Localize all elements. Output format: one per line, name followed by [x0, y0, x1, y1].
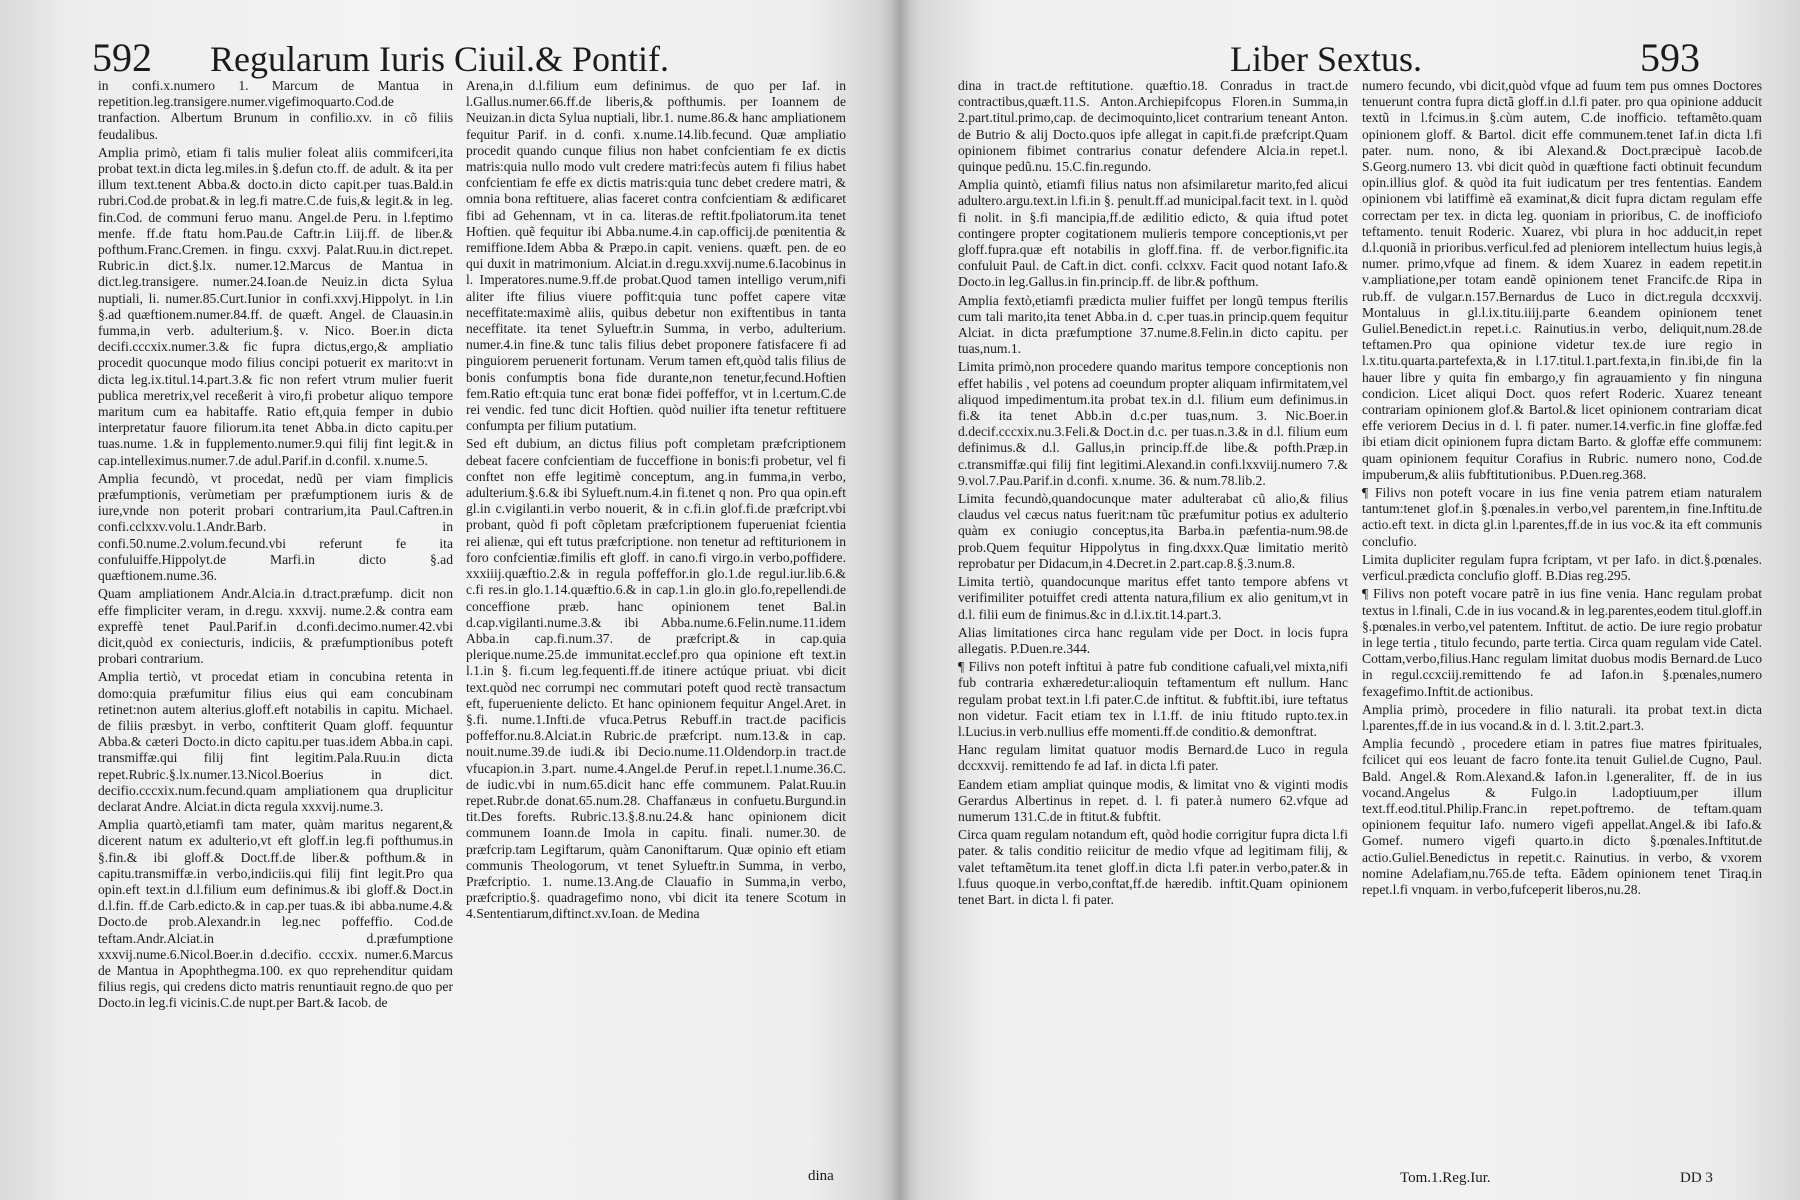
paragraph: Alias limitationes circa hanc regulam vide per Doct. in locis fupra allegatis. P.Duen.re.344. — [958, 624, 1348, 656]
left-catchword: dina — [808, 1168, 834, 1184]
paragraph: Circa quam regulam notandum eft, quòd hodie corrigitur fupra dicta l.fi pater. & talis conditio reiicitur de medio vfque ad legitimam filij, & valet teftamẽtum.ita tenet gloff.in dicta l.fi pater.in verbo,pater.& in l.fuus quoque.in verbo,conftat,ff.de hæredib. inftit.Quam opinionem tenet Bart. in dicta l. fi pater. — [958, 827, 1348, 907]
paragraph: Amplia tertiò, vt procedat etiam in concubina retenta in domo:quia præfumitur filius eius qui eam concubinam retinet:non autem alterius.gloff.eft notabilis in capitu. Michael. de filiis præsbyt. in verbo, conftiterit Quam gloff. fequuntur Abba.& cæteri Docto.in dicto capitu.per tuas.idem Abba.in capi. transmiffæ.qui filij fint legitim.Pala.Ruu.in dicta repet.Rubric.§.lx.numer.13.Nicol.Boerius in dict. decifio.cccxix.num.fecund.quam ampliationem qua druplicitur declarat Andre. Alciat.in dicta regula xxxvij.nume.3. — [98, 669, 453, 814]
left-page-number: 592 — [92, 35, 152, 80]
left-column-b — [466, 78, 846, 1158]
paragraph: Amplia fextò,etiamfi prædicta mulier fuiffet per longũ tempus fterilis cum tali marito,ita tenet Abba.in d. c.per tuas.in princip.quem fequitur Alciat. in dicta præfumptione 37.nume.8.Felin.in dicto capitu. per tuas,num.1. — [958, 292, 1348, 357]
right-footer-signature: Tom.1.Reg.Iur. — [1400, 1170, 1491, 1186]
paragraph: ¶ Filivs non poteft vocare in ius fine venia patrem etiam naturalem tantum:tenet glof.in §.pœnales.in verbo,vel parentem,in fine.Inftitu.de actio.eft text. in dicta gl.in l.parentes,ff.de in ius voc.& ita eft communis conclufio. — [1362, 485, 1762, 549]
left-page-header — [92, 35, 669, 80]
paragraph: ¶ Filivs non poteft vocare patrẽ in ius fine venia. Hanc regulam probat textus in l.finali, C.de in ius vocand.& in leg.parentes,eodem titul.gloff.in §.pœnales.in verbo,vel patentem. Inftitut. de actio. De iure regio probatur in lege tertia , titulo fecundo, parte tertia. Circa quam regulam vide Catel. Cottam,verbo,filius.Hanc regulam limitat duobus modis Bernard.de Luco in regul.ccxciij.remittendo fe ad Iafon.in §.pœnales,numero fexagefimo.Inftit.de actionibus. — [1362, 586, 1762, 699]
left-running-head: Regularum Iuris Ciuil.& Pontif. — [210, 39, 669, 79]
right-page-number: 593 — [1639, 35, 1700, 80]
right-footer-gathering: DD 3 — [1680, 1170, 1713, 1186]
paragraph: Amplia quintò, etiamfi filius natus non afsimilaretur marito,fed alicui adultero.argu.text.in l.fi.in §. penult.ff.ad municipal.facit text. in l. quòd fi nolit. in §.fi mancipia,ff.de ædilitio edicto, & quia iftud potet contingere propter cogitationem mulieris tempore conceptionis,vt per gloff.fupra.quæ eft notabilis in gloff.fina. ff. de verbor.fignific.ita confuluit Paul. de Caft.in dict. confi. cclxxv. Facit quod notant Iafo.& Docto.in leg.Gallus.in fin.princip.ff. de libr.& pofthum. — [958, 177, 1348, 290]
paragraph: Limita fecundò,quandocunque mater adulterabat cũ alio,& filius claudus vel cæcus natus fuerit:nam tũc præfumitur potius ex adulterio quàm ex coniugio conceptus,ita Barba.in pæfentia-num.98.de prob.Quem fequitur Hippolytus in fing.dxxx.Quæ limitatio meritò reprobatur per Didacum,in 4.Decret.in 2.part.cap.8.§.3.num.8. — [958, 491, 1348, 571]
left-column-a — [98, 78, 453, 1158]
paragraph: Arena,in d.l.filium eum definimus. de quo per Iaf. in l.Gallus.numer.66.ff.de liberis,& pofthumis. per Ioannem de Neuizan.in dicta Sylua nuptiali, libr.1. nume.86.& hanc ampliationem fequitur Parif. in d. confi. x.nume.14.lib.fecund. Quæ ampliatio procedit quando cunque filius non habet confcientiam fe ex dictis matris:quia nullo modo vult credere matri:fecùs autem fi filius habet confcientiam fe effe ex dictis matris:quia tunc debet credere matri, & omnia bona reftituere, alias faceret contra confcientiam & ædificaret fibi ad Gehennam, vt in ca. literas.de reftit.fpoliatorum.ita tenet Hoftien. quẽ fequitur ibi Abba.nume.4.in cap.officij.de pœnitentia & remiffione.Idem Abba & Præpo.in capit. veniens. quæft. pen. de eo qui duxit in matrimonium. Alciat.in d.regu.xxvij.nume.6.Iacobinus in l. Imperatores.nume.9.ff.de probat.Quod tamen intelligo verum,nifi aliter ifte filius viuere poffit:quia tunc poffet capere vitæ neceffitate:maximè aliis, quibus debetur non exiftentibus in tanta neceffitate. ita tenet Sylueftr.in Summa, in verbo, adulterium. numer.4.in fine.& tunc talis filius debet proponere fatisfacere fi ad pinguiorem peruenerit fortunam. Verum tamen eft,quòd talis filius de bonis confumptis bona fide durante,non tenetur,fecund.Hoftien fem.Ratio eft:quia tunc erat bonæ fidei poffeffor, vt in l.certum.C.de rei vendic. fed tunc dicit Hoftien. quòd nuilier ifta tenetur reftituere confumpta per filium putatium. — [466, 78, 846, 434]
right-column-a — [958, 78, 1348, 1158]
paragraph: Hanc regulam limitat quatuor modis Bernard.de Luco in regula dccxxvij. remittendo fe ad Iaf. in dicta l.fi pater. — [958, 742, 1348, 774]
paragraph: dina in tract.de reftitutione. quæftio.18. Conradus in tract.de contractibus,quæft.11.S. Anton.Archiepifcopus Floren.in Summa,in 2.part.titul.primo,cap. de decimoquinto,licet contrarium teneant Anton. de Butrio & alij Docto.quos ipfe allegat in capit.fi.de præfcript.Quam opinionem fibimet contrarius conatur defendere Alcia.in repet.l. quinque pedũ.nu. 15.C.fin.regundo. — [958, 78, 1348, 175]
paragraph: Quam ampliationem Andr.Alcia.in d.tract.præfump. dicit non effe fimpliciter veram, in d.regu. xxxvij. nume.2.& contra eam expreffè tenet Paul.Parif.in d.confi.decimo.numer.42.vbi dicit,quòd ex coniecturis, indiciis, & præfumptionibus poteft probari contrarium. — [98, 586, 453, 667]
paragraph: Limita tertiò, quandocunque maritus effet tanto tempore abfens vt verifimiliter potuiffet credi attenta natura,filium ex alio genitum,vt in d.l. filii eum de finimus.&c in d.l.ix.tit.14.part.3. — [958, 574, 1348, 622]
paragraph: Eandem etiam ampliat quinque modis, & limitat vno & viginti modis Gerardus Albertinus in repet. d. l. fi pater.à numero 62.vfque ad numerum 131.C.de in ftitut.& fubftit. — [958, 776, 1348, 824]
right-page — [900, 0, 1800, 1200]
right-column-b — [1362, 78, 1762, 1158]
paragraph: ¶ Filivs non poteft inftitui à patre fub conditione cafuali,vel mixta,nifi fub contraria exhæredetur:alioquin teftamentum eft nullum. Hanc regulam probat text.in l.fi pater.C.de inftitut. & fubftit.ibi, iure teftatus non videtur. Facit etiam tex in l.1.ff. de iniu ftitudo rupto.tex.in l.Lucius.in verb.nullius effe momenti.ff.de conditio.& demonftrat. — [958, 659, 1348, 739]
paragraph: Amplia quartò,etiamfi tam mater, quàm maritus negarent,& dicerent natum ex adulterio,vt eft gloff.in leg.fi pofthumus.in §.fin.& ibi gloff.& Doct.ff.de liber.& pofthum.& in capitu.transmiffæ.in verbo,indiciis.qui filij fint legit.Pro qua opin.eft text.in d.l.filium eum definimus.& ibi gloff.& Doct.in d.l.fin. ff.de Carb.edicto.& in cap.per tuas.& ibi abba.nume.4.& Docto.de prob.Alexandr.in leg.nec poffeffio. Cod.de teftam.Andr.Alciat.in d.præfumptione xxxvij.nume.6.Nicol.Boer.in d.decifio. cccxix. numer.6.Marcus de Mantua in Apophthegma.100. ex quo reprehenditur quidam filius regis, qui credens dicto matris renuntiauit regno.de quo per Docto.in leg.fi vicinis.C.de nupt.per Bart.& Iacob. de — [98, 817, 453, 1011]
paragraph: Amplia primò, procedere in filio naturali. ita probat text.in dicta l.parentes,ff.de in ius vocand.& in d. l. 3.tit.2.part.3. — [1362, 701, 1762, 733]
paragraph: in confi.x.numero 1. Marcum de Mantua in repetition.leg.transigere.numer.vigefimoquarto.Cod.de tranfaction. Albertum Brunum in confilio.xv. in cõ filiis feudalibus. — [98, 78, 453, 142]
paragraph: Amplia fecundò , procedere etiam in patres fiue matres fpirituales, fcilicet qui eos leuant de facro fonte.ita tenuit Guliel.de Cugno, Paul. Bald. Angel.& Rom.Alexand.& Iafon.in l.generaliter, ff. de in ius vocand.Angelus & Fulgo.in l.adoptiuum,per illum text.ff.eod.titul.Philip.Franc.in repet.poftremo. de teftam.quam opinionem fequitur Iafo. numero vigefi appellat.Angel.& ibi Iafo.& Gomef. numero vigefi quarto.in dicto §.pœnales.Inftitut.de actio.Guliel.Benedictus in repetit.c. Rainutius. in verbo, & vxorem nomine Adelafiam,nu.765.de tefta. Eãdem opinionem tenet Tiraq.in repet.l.fi vnquam. in verbo,fufceperit liberos,nu.28. — [1362, 736, 1762, 897]
paragraph: Amplia fecundò, vt procedat, nedũ per viam fimplicis præfumptionis, verùmetiam per præfumptionem iuris & de iure,vnde non poterit probari contrarium,ita Paul.Caftren.in confi.cclxxv.volu.1.Andr.Barb. in confi.50.nume.2.volum.fecund.vbi referunt fe ita confuluiffe.Hippolyt.de Marfi.in dicto §.ad quæftionem.nume.36. — [98, 470, 453, 584]
paragraph: Sed eft dubium, an dictus filius poft completam præfcriptionem debeat facere confcientiam de fucceffione in bonis:fi probetur, vel fi conftet non effe legitimè conceptum, ang.in fumma,in verbo, adulterium.§.6.& ibi Sylueft.num.4.in fi.tenet q non. Pro qua opin.eft gl.in c.vigilanti.in verbo nouerit, & in c.fi.in glof.fi.de præfcript.vbi probant, quòd fi poft cõpletam præfcriptionem fuperueniat fcientia rei alienæ, qui eft tutus præfcriptione. non tenetur ad reftiturionem in foro confcientiæ.fimilis eft gloff. in cano.fi virgo.in verbo,poffidere. xxxiiij.quæftio.2.& in regula poffeffor.in glo.1.de regul.iur.lib.6.& c.fi res.in glo.1.14.quæftio.6.& in cap.1.in glo.in glo.fo,repellendi.de conceffione præb. hanc opinionem tenet Bal.in d.cap.vigilanti.nume.3.& ibi Abba.nume.6.Felin.nume.11.idem Abba.in cap.fi.num.37. de præfcript.& in cap.quia plerique.nume.25.de immunitat.ecclef.pro qua opinione eft text.in l.1.in §. fi.cum leg.fequenti.ff.de itinere actúque priuat. vbi dicit text.quòd nec corrumpi nec commutari poteft quod rectè transactum eft, fuperueniente delicto. Et hanc opinionem fequitur Angel.Aret. in §.fi. nume.1.Infti.de vfuca.Petrus Rebuff.in tract.de pacificis poffeffor.nu.8.Alciat.in Rubric.de præfcript. num.13.& in cap. nouit.nume.39.de iudi.& ibi Decio.nume.11.Oldendorp.in tract.de vfucapion.in 3.part. nume.4.Angel.de Peruf.in repet.l.1.nume.36.C. de iudic.vbi in num.65.dicit hanc effe communem. Palat.Ruu.in repet.Rubr.de donat.65.num.28. Chaffanæus in confuetu.Burgund.in tit.Des forefts. Rubric.13.§.8.nu.24.& hanc opinionem dicit communem Ioann.de Imola in capitu. finali. numer.30. de præfcrip.tam Legiftarum, quàm Canoniftarum. Quæ opinio eft etiam communis Theologorum, vt tenet Sylueftr.in Summa, in verbo, Præfcriptio. 1. nume.13.Ang.de Clauafio in Summa,in verbo, præfcriptio.§. quadragefimo nono, vbi dicit ita tenere Scotum in 4.Sententiarum,diftinct.xv.Ioan. de Medina — [466, 436, 846, 922]
paragraph: Amplia primò, etiam fi talis mulier foleat aliis commifceri,ita probat text.in dicta leg.miles.in §.defun cto.ff. de adult. & ita per illum text.tenent Abba.& docto.in dicto capit.per tuas.Bald.in rubri.Cod.de probat.& in leg.fi matre.C.de fuis,& legit.& in leg. fin.Cod. de communi feruo manu. Angel.de Peru. in l.feptimo menfe. ff.de ftatu hom.Pau.de Caftr.in l.iij.ff. de liber.& pofthum.Franc.Cremen. in fingu. cxxvj. Palat.Ruu.in dict.repet. Rubric.in dict.§.lx. numer.12.Marcus de Mantua in dict.leg.transigere. numer.24.Ioan.de Neuiz.in dicta Sylua nuptiali, li. numer.85.Curt.Iunior in confi.xxvj.Hippolyt. in l.in §.ad quæftionem.numer.84.ff. de quæft. Angel. de Clauasin.in fumma,in verb. adulterium.§. v. Nico. Boer.in dicta decifi.cccxix.numer.3.& fic fupra dictus,ergo,& ampliatio procedit quocunque modo filius concipi potuerit ex marito:vt in dicta leg.ix.titul.14.part.3.& fic non refert vtrum mulier fuerit publica meretrix,vel receßerit à viro,fi probetur aliquo tempore maritum cum ea habitaffe. Ratio eft,quia femper in dubio interpretatur fauore filiorum.ita tenet Abba.in dicto capitu.per tuas.nume. 1.& in fupplemento.numer.9.qui filij fint legit.& in cap.intelleximus.numer.7.de adul.Parif.in d.confil. x.nume.5. — [98, 144, 453, 468]
right-page-header — [1230, 35, 1700, 80]
paragraph: Limita primò,non procedere quando maritus tempore conceptionis non effet habilis , vel potens ad coeundum propter aliquam infirmitatem,vel aliquod impedimentum.ita probat tex.in d.l. filium eum definimus.in fi.& ita tenet Abb.in d.c.per tuas,num. 3. Nic.Boer.in d.decif.cccxix.nu.3.Feli.& Doct.in d.c. per tuas.n.3.& in d.l. filium eum definimus.& d.l. Gallus,in princip.ff.de libe.& pofth.Præp.in c.transmiffæ.qui filij fint legitimi.Alexand.in confi.lxxviij.numero 7.& 9.vol.7.Pau.Parif.in d.confi. x.nume. 36. & num.78.lib.2. — [958, 359, 1348, 488]
right-running-head: Liber Sextus. — [1230, 39, 1422, 79]
paragraph: Limita dupliciter regulam fupra fcriptam, vt per Iafo. in dict.§.pœnales. verficul.prædicta conclufio gloff. B.Dias reg.295. — [1362, 551, 1762, 584]
paragraph: numero fecundo, vbi dicit,quòd vfque ad fuum tem pus omnes Doctores tenuerunt contra fupra dictã gloff.in d.l.fi pater. pro qua opinione adducit textũ in l.fcimus.in §.cùm autem, C.de inofficio. teftamẽto.quam opinionem gloff. & Bartol. dicit effe communem.tenet Iaf.in dicta l.fi pater. num. nono, & ibi Alexand.& Doct.præcipuè Iacob.de S.Georg.numero 13. vbi dicit quòd in quæftione facti obtinuit fecundum opin.illius glof. & quòd ita fuit iudicatum per tres fententias. Eandem opinionem vbi latiffimè eã examinat,& dicit fupra dictam regulam effe correctam per tex. in dicta leg. quoniam in prioribus, C. de inofficiofo teftamento. tenuit Roderic. Xuarez, vbi plura in hoc adducit,in repet d.l.quoniã in prioribus.verficul.fed ad pleniorem intellectum huius legis,à numer. primo,vfque ad finem. & idem Xuarez in eadem repetit.in v.ampliatione,per totam eandẽ opinionem tenet Francifc.de Ripa in rub.ff. de vulgar.n.157.Bernardus de Luco in dict.regula dccxxvij. Montaluus in gl.l.ix.titu.iiij.parte 6.eandem opinionem tenet Guliel.Benedict.in repet.i.c. Rainutius.in verbo, deliquit,num.28.de teftamen.Pro qua opinione videtur tex.de iure regio in l.x.titu.quarta.partefexta,& in l.17.titul.1.part.fexta,in fin.ibi,de fin la hauer libre y quita fin embargo,y fin agrauamiento y fin ninguna condicion. Licet aliqui Doct. quos refert Roderic. Xuarez teneant contrariam opinionem glof.& Bartol.& licet opinionem contrariam dicat effe veriorem Decius in d. l. fi pater. numer.14.verfic.in fine gloffæ.fed ibi etiam dicit opinionem fupra dictam Barto. & gloffæ effe communem: quam opinionem fequitur Corafius in Rubric. numero nono, Cod.de impuberum,& aliis fubftitutionibus. P.Duen.reg.368. — [1362, 78, 1762, 482]
